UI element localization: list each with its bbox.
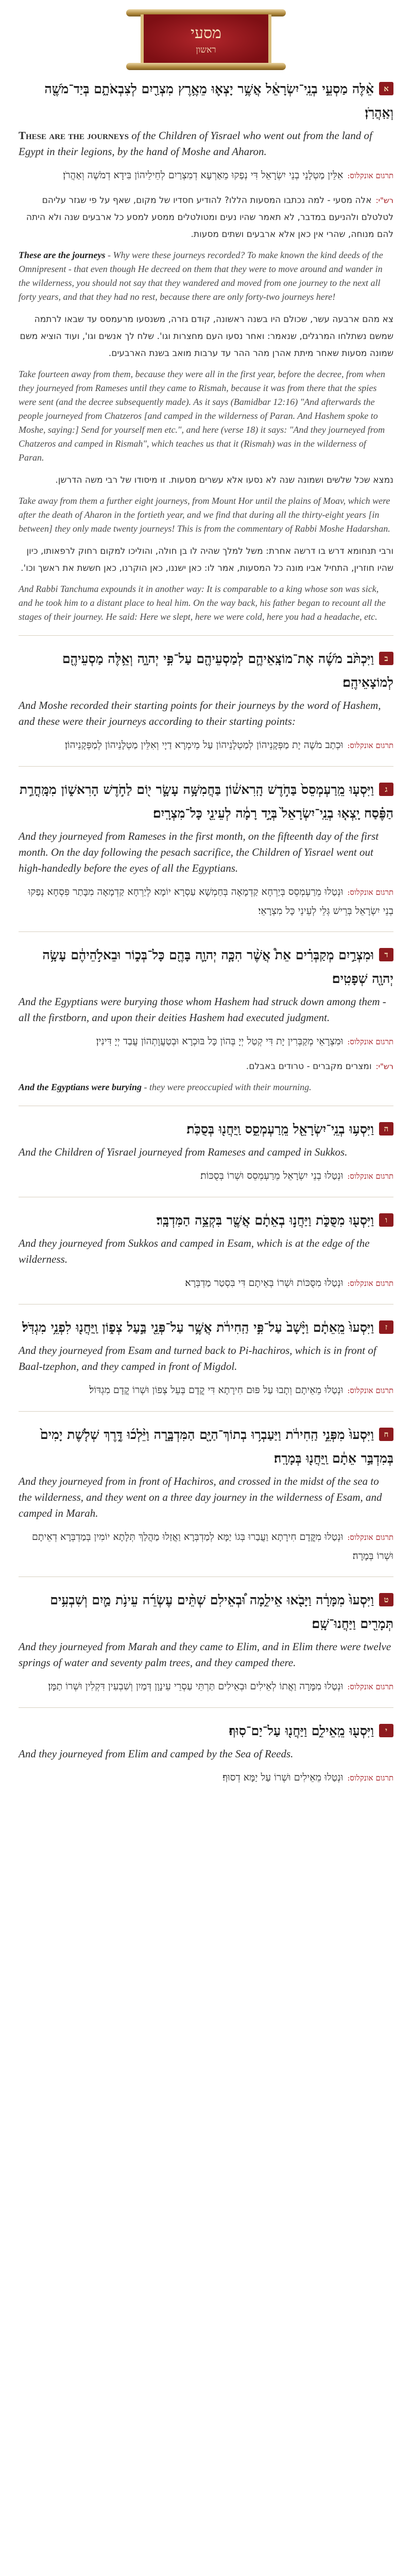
verse-hebrew: [19, 778, 393, 825]
targum-onkelos: [19, 1381, 393, 1400]
verse-hebrew: [19, 1423, 393, 1470]
rashi-english-2: Take fourteen away from them, because they were all in the first year, before the decree, from when they journeyed from Rameses until they came to Rismah, because it was from there that the spies were sent (and the decree subsequently made). As it says (Bamidbar 12:16) "And afterwards the people journeyed from Chatzeros [and camped in the wilderness of Paran. And Hashem spoke to Moshe, saying:] Send for yourself men etc.", and here (verse 18) it says: "And they journeyed from Chatzeros and camped in Rismah", which teaches us that it (Rismah) was in the wilderness of Paran.: [19, 369, 385, 463]
targum-onkelos: [19, 736, 393, 755]
rashi-hebrew-2: צא מהם ארבעה עשר, שכולם היו בשנה ראשונה, קודם גזרה, משנסעו מרעמסס עד שבאו לרתמה שמשם נשתלחו המרגלים, שנאמר: ואחר נסעו העם מחצרות וגו'. שלח לך אנשים וגו', ועוד הוציא משם שמונה מסעות שאחר מיתת אהרן מהר ההר עד ערבות מואב בשנת הארבעים.: [20, 314, 393, 359]
targum-label: תרגום אונקלוס:: [347, 171, 393, 180]
verse-english: And the Egyptians were burying those whom Hashem had struck down among them - all the firstborn, and upon their deities Hashem had executed judgment.: [19, 995, 386, 1024]
verse-hebrew: [19, 1588, 393, 1636]
targum-text: אִלֵּין מַטְלָנֵי בְנֵי יִשְׂרָאֵל דִּי נְפַקוּ מֵאַרְעָא דְמִצְרַיִם לְחֵילֵיהוֹן בִּידָא דְמֹשֶׁה וְאַהֲרֹן׃: [63, 170, 344, 181]
verse-text: וַיִּסְעוּ֙ מִמָּרָ֔ה וַיָּבֹ֖אוּ אֵילִ֑מָה וּ֠בְאֵילִם שְׁתֵּ֨ים עֶשְׂרֵ֜ה עֵינֹ֥ת מַ֛יִם וְשִׁבְעִ֥ים תְּמָרִ֖ים וַיַּחֲנוּ־שָֽׁם׃: [50, 1592, 393, 1631]
verse-hebrew: [19, 77, 393, 125]
rashi-hebrew: [19, 192, 393, 243]
targum-label: תרגום אונקלוס:: [347, 888, 393, 897]
verse-text: וַיִּסְעוּ֙ מֵֽאֵתָ֔ם וַיָּ֨שָׁב֙ עַל־פִּ֣י הַֽחִירֹ֔ת אֲשֶׁ֥ר עַל־פְּנֵ֖י בַּ֣עַל צְפ֑וֹן וַֽיַּחֲנ֖וּ לִפְנֵ֥י מִגְדֹּֽל׃: [22, 1320, 374, 1335]
targum-onkelos: [19, 166, 393, 185]
targum-onkelos: [19, 1677, 393, 1696]
rashi-english-text: - they were preoccupied with their mourning.: [142, 1082, 312, 1092]
rashi-english: [19, 1080, 393, 1094]
verse-text: וַיִּסְע֥וּ בְנֵֽי־יִשְׂרָאֵ֖ל מֵֽרַעְמְסֵ֑ס וַֽיַּחֲנ֖וּ בְּסֻכֹּֽת׃: [186, 1122, 374, 1137]
targum-label: תרגום אונקלוס:: [347, 1533, 393, 1542]
targum-label: תרגום אונקלוס:: [347, 1279, 393, 1288]
verse-text: אֵ֨לֶּה מַסְעֵ֣י בְנֵֽי־יִשְׂרָאֵ֔ל אֲשֶׁ֥ר יָצְא֛וּ מֵאֶ֥רֶץ מִצְרַ֖יִם לְצִבְאֹתָ֑ם בְּיַד־מֹשֶׁ֖ה וְאַֽהֲרֹֽן׃: [44, 81, 393, 120]
rashi-label: רש"י:: [375, 196, 393, 205]
verse-block: [19, 1316, 393, 1400]
verse-english-lead: These are the journeys: [19, 129, 129, 142]
verse-text: וַיִּסְע֖וּ מֵֽאֵילִ֑ם וַיַּחֲנ֖וּ עַל־יַם־סֽוּף׃: [229, 1723, 374, 1738]
targum-text: וּנְטַלוּ מֵרַעְמְסֵס בְּיַרְחָא קַדְמָאָה בְּחַמְשָׁא עַסְרָא יוֹמָא לְיַרְחָא קַדְמָאָה מִבָּתַר פִּסְחָא נְפַקוּ בְנֵי יִשְׂרָאֵל בְּרֵישׁ גְּלֵי לְעֵינֵי כָּל מִצְרָאֵי׃: [28, 886, 393, 917]
verse-block: [19, 77, 393, 624]
targum-onkelos: [19, 1166, 393, 1185]
targum-label: תרגום אונקלוס:: [347, 1386, 393, 1395]
scroll-body: [141, 14, 271, 65]
verse-block: [19, 778, 393, 920]
targum-onkelos: [19, 1032, 393, 1051]
verse-english: And they journeyed from Rameses in the first month, on the fifteenth day of the first month. On the day following the pesach sacrifice, the Children of Yisrael went out high-handedly before the eyes of all the Egyptians.: [19, 830, 379, 874]
targum-text: וּמִצְרָאֵי מְקַבְּרִין יָת דִּי קְטַל יְיָ בְּהוֹן כָּל בּוּכְרָא וּבְטַעֲוָתְהוֹן עֲבַד יְיָ דִּינִין׃: [96, 1036, 344, 1047]
targum-text: וּנְטַלוּ בְנֵי יִשְׂרָאֵל מֵרַעְמְסֵס וּשְׁרוֹ בְּסֻכּוֹת׃: [200, 1170, 344, 1181]
divider: [19, 635, 393, 636]
verse-english: And they journeyed from Elim and camped by the Sea of Reeds.: [19, 1748, 294, 1760]
verse-hebrew: [19, 943, 393, 991]
verse-number: ד: [379, 948, 393, 961]
targum-label: תרגום אונקלוס:: [347, 1682, 393, 1691]
targum-text: וּנְטַלוּ מֵאֵיתָם וְתָבוּ עַל פּוּם חִירָתָא דִּי קֳדָם בְּעֵל צְפוֹן וּשְׁרוֹ קֳדָם מִגְדּוֹל׃: [89, 1384, 344, 1396]
targum-onkelos: [19, 1528, 393, 1565]
rashi-hebrew-3: נמצא שכל שלשים ושמונה שנה לא נסעו אלא עשרים מסעות. זו מיסודו של רבי משה הדרשן.: [55, 475, 393, 485]
book-title: מסעי: [191, 24, 221, 42]
divider: [19, 1707, 393, 1708]
scroll-rod-bottom: [126, 63, 286, 70]
header-banner: [0, 0, 412, 77]
verse-text: וַיִּסְע֖וּ מִסֻּכֹּ֑ת וַיַּחֲנ֣וּ בְאֵתָ֔ם אֲשֶׁ֖ר בִּקְצֵ֥ה הַמִּדְבָּֽר׃: [156, 1213, 374, 1228]
verse-text: וּמִצְרַ֣יִם מְקַבְּרִ֗ים אֵת֩ אֲשֶׁ֨ר הִכָּ֧ה יְהוָ֛ה בָּהֶ֖ם כָּל־בְּכ֑וֹר וּבֵאלֹ֣הֵיהֶ֔ם עָשָׂ֥ה יְהוָ֖ה שְׁפָטִֽים׃: [42, 947, 393, 986]
targum-text: וּנְטַלוּ מֵאֵילִים וּשְׁרוֹ עַל יַמָּא דְסוּף׃: [222, 1772, 344, 1783]
targum-label: תרגום אונקלוס:: [347, 1037, 393, 1046]
divider: [19, 931, 393, 932]
verse-text: וַיִּסְע֤וּ מֵֽרַעְמְסֵס֙ בַּחֹ֣דֶשׁ הָֽרִאשׁ֔וֹן בַּחֲמִשָּׁ֥ה עָשָׂ֛ר י֖וֹם לַחֹ֣דֶשׁ הָרִאשׁ֑וֹן מִמָּֽחֳרַ֣ת הַפֶּ֗סַח יָֽצְא֤וּ בְנֵֽי־יִשְׂרָאֵל֙ בְּיָ֣ד רָמָ֔ה לְעֵינֵ֖י כָּל־מִצְרָֽיִם׃: [19, 782, 393, 821]
verse-number: ח: [379, 1428, 393, 1441]
rashi-english-lead: These are the journeys: [19, 250, 106, 260]
verse-number: ה: [379, 1122, 393, 1136]
verse-number: ז: [379, 1320, 393, 1334]
verse-english: And the Children of Yisrael journeyed from Rameses and camped in Sukkos.: [19, 1146, 348, 1158]
scroll-banner: [126, 9, 286, 70]
content: [0, 77, 412, 1787]
rashi-hebrew-4: ורבי תנחומא דרש בו דרשה אחרת: משל למלך שהיה לו בן חולה, והוליכו למקום רחוק לרפאותו, כיון שהיו חוזרין, התחיל אביו מונה כל המסעות, אמר לו: כאן ישננו, כאן הוקרנו, כאן חששת את ראשך וכו'.: [21, 546, 393, 573]
targum-text: וּנְטַלוּ מִקֳּדָם חִירָתָא וַעֲבַרוּ בְּגוֹ יַמָּא לְמַדְבְּרָא וַאֲזַלוּ מַהֲלַךְ תְּלָתָא יוֹמִין בְּמַדְבְּרָא דְאֵיתָם וּשְׁרוֹ בְּמָרָה׃: [32, 1531, 393, 1562]
divider: [19, 1411, 393, 1412]
verse-number: א: [379, 82, 393, 95]
verse-block: [19, 1423, 393, 1565]
verse-block: [19, 1117, 393, 1185]
targum-label: תרגום אונקלוס:: [347, 1773, 393, 1783]
verse-number: ט: [379, 1593, 393, 1606]
verse-english: [19, 128, 393, 160]
verse-english: And they journeyed from Marah and they came to Elim, and in Elim there were twelve springs of water and seventy palm trees, and they camped there.: [19, 1640, 391, 1669]
verse-block: [19, 1209, 393, 1293]
verse-english: And Moshe recorded their starting points for their journeys by the word of Hashem, and these were their journeys according to their starting points:: [19, 699, 381, 727]
verse-text: וַיִּסְעוּ֙ מִפְּנֵ֣י הַֽחִירֹ֔ת וַיַּעַבְר֥וּ בְתוֹךְ־הַיָּ֖ם הַמִּדְבָּ֑רָה וַיֵּ֨לְכ֜וּ דֶּ֣רֶךְ שְׁלֹ֤שֶׁת יָמִים֙ בְּמִדְבַּ֣ר אֵתָ֔ם וַֽיַּחֲנ֖וּ בְּמָרָֽה׃: [40, 1427, 393, 1466]
targum-text: וּנְטַלוּ מִסֻּכּוֹת וּשְׁרוֹ בְּאֵיתָם דִּי בִּסְטַר מַדְבְּרָא׃: [185, 1277, 344, 1289]
targum-label: תרגום אונקלוס:: [347, 1172, 393, 1181]
verse-hebrew: [19, 647, 393, 694]
verse-block: [19, 943, 393, 1094]
rashi-english-text: - Why were these journeys recorded? To make known the kind deeds of the Omnipresent - that even though He decreed on them that they were to move around and wander in the wilderness, you should not say that they wandered and moved from one journey to the next all forty years, and that they had no rest, because there are only forty-two journeys here!: [19, 250, 383, 302]
rashi-english-lead: And the Egyptians were burying: [19, 1082, 142, 1092]
targum-onkelos: [19, 1274, 393, 1293]
aliyah-title: ראשון: [196, 44, 216, 55]
rashi-text: ומצרים מקברים - טרודים באבלם.: [246, 1061, 372, 1072]
rashi-label: רש"י:: [375, 1062, 393, 1071]
targum-label: תרגום אונקלוס:: [347, 741, 393, 750]
verse-english-text: of the Children of Yisrael who went out from the land of Egypt in their legions, by the hand of Moshe and Aharon.: [19, 129, 372, 158]
verse-hebrew: [19, 1316, 393, 1340]
targum-text: וּנְטַלוּ מִמָּרָה וַאֲתוֹ לְאֵילִים וּבְאֵילִים תַּרְתֵּי עַסְרֵי עֵינָוָן דְּמַיִן וְשִׁבְעִין דִּקְלִין וּשְׁרוֹ תַמָּן׃: [48, 1681, 344, 1692]
verse-text: וַיִּכְתֹּ֨ב מֹשֶׁ֜ה אֶת־מוֹצָֽאֵיהֶ֛ם לְמַסְעֵיהֶ֖ם עַל־פִּ֣י יְהוָ֑ה וְאֵ֥לֶּה מַסְעֵיהֶ֖ם לְמוֹצָאֵיהֶֽם׃: [62, 651, 393, 690]
rashi-hebrew: [19, 1058, 393, 1075]
rashi-english: [19, 248, 393, 304]
targum-text: וּכְתַב מֹשֶׁה יָת מַפְּקָנֵיהוֹן לְמַטְלָנֵיהוֹן עַל מֵימְרָא דַיָי וְאִלֵּין מַטְלָנֵיהוֹן לְמַפְּקָנֵיהוֹן׃: [64, 739, 344, 751]
verse-hebrew: [19, 1209, 393, 1232]
verse-english: And they journeyed from Sukkos and camped in Esam, which is at the edge of the wilderness.: [19, 1237, 370, 1265]
targum-onkelos: [19, 883, 393, 920]
verse-number: ג: [379, 783, 393, 796]
verse-english: And they journeyed from Esam and turned back to Pi-hachiros, which is in front of Baal-tzephon, and they camped in front of Migdol.: [19, 1344, 376, 1372]
rashi-text: אלה מסעי - למה נכתבו המסעות הללו? להודיע חסדיו של מקום, שאף על פי שגזר עליהם לטלטלם ולהניעם במדבר, לא תאמר שהיו נעים ומטולטלים ממסע למסע כל ארבעים שנה ולא היתה להם מנוחה, שהרי אין כאן אלא ארבעים ושתים מסעות.: [26, 195, 393, 240]
verse-hebrew: [19, 1719, 393, 1743]
rashi-english-4: And Rabbi Tanchuma expounds it in another way: It is comparable to a king whose son was sick, and he took him to a distant place to heal him. On the way back, his father began to recount all the stages of their journey. He said: Here we slept, here we were cold, here you had a headache, etc.: [19, 584, 386, 622]
verse-block: [19, 647, 393, 755]
verse-number: ב: [379, 652, 393, 665]
rashi-english-3: Take away from them a further eight journeys, from Mount Hor until the plains of Moav, which were after the death of Aharon in the fortieth year, and we find that during all the thirty-eight years [in between] they only made twenty journeys! This is from the commentary of Rabbi Moshe Hadarshan.: [19, 496, 390, 534]
verse-block: [19, 1719, 393, 1787]
verse-block: [19, 1588, 393, 1696]
divider: [19, 766, 393, 767]
verse-hebrew: [19, 1117, 393, 1141]
verse-number: י: [379, 1724, 393, 1737]
verse-english: And they journeyed from in front of Hachiros, and crossed in the midst of the sea to the wilderness, and they went on a three day journey in the wilderness of Esam, and camped in Marah.: [19, 1475, 382, 1519]
verse-number: ו: [379, 1213, 393, 1227]
targum-onkelos: [19, 1768, 393, 1787]
